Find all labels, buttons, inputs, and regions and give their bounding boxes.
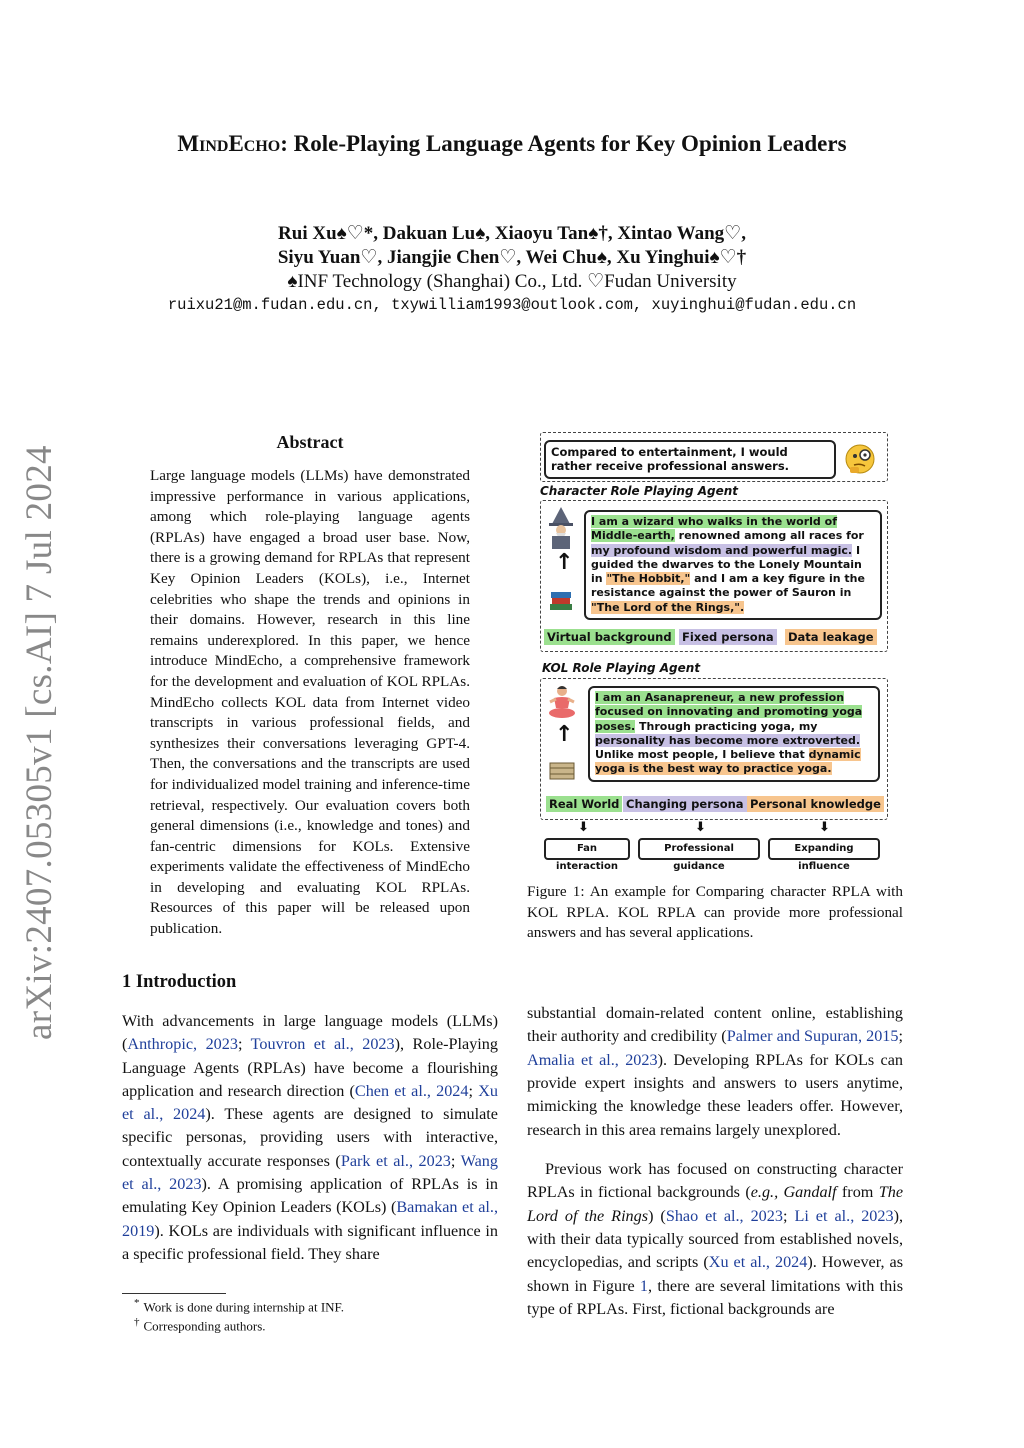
arxiv-side-stamp: arXiv:2407.05305v1 [cs.AI] 7 Jul 2024 (19, 445, 60, 1040)
footnote-2-text: Corresponding authors. (143, 1318, 266, 1334)
tag-data-leakage: Data leakage (785, 629, 877, 645)
highlight-virtual-background: I am a wizard who walks in the world of Middle-earth, (591, 515, 837, 543)
highlight-real-world: I am an Asanapreneur, a new profession focused on innovating and promoting yoga poses. (595, 691, 863, 733)
text-span: from (836, 1183, 879, 1202)
film-reel-icon (548, 760, 576, 782)
text-span: ). These agents are designed to simulate specific personas, providing users with interactive, contextually accurate responses ( (122, 1105, 498, 1170)
title-system-name: MindEcho (177, 131, 281, 156)
footnote-2: † Corresponding authors. (134, 1316, 266, 1334)
footnote-rule (122, 1293, 226, 1294)
user-query-bubble: Compared to entertainment, I would rather receive professional answers. (544, 440, 836, 479)
citation-link[interactable]: Li et al., 2023 (794, 1206, 894, 1225)
title-rest: : Role-Playing Language Agents for Key Opinion Leaders (280, 131, 847, 156)
highlight-personal-knowledge: dynamic yoga is the best way to practice yoga. (595, 748, 861, 776)
intro-paragraph (122, 1010, 498, 1266)
citation-link[interactable]: Xu et al., 2024 (122, 1081, 498, 1124)
figure-caption: Figure 1: An example for Comparing character RPLA with KOL RPLA. KOL RPLA can provide more professional answers and has several applications. (527, 883, 903, 942)
tag-personal-knowledge: Personal knowledge (747, 796, 884, 812)
citation-link[interactable]: Amalia et al., 2023 (527, 1050, 658, 1069)
highlight-data-leakage: "The Hobbit," (606, 572, 691, 586)
highlight-changing-persona: personality has become more extroverted. (595, 733, 861, 747)
text-span: ). Developing RPLAs for KOLs can provide expert insights and answers to users anytime, mimicking the knowledge these leaders offer. However, research in this area remains largely unexplored. (527, 1050, 903, 1139)
text-span: With advancements in large language models (LLMs) ( (122, 1012, 498, 1054)
text-span: , there are several limitations with this type of RPLAs. First, fictional backgrounds are (527, 1276, 903, 1318)
affiliations: ♠INF Technology (Shanghai) Co., Ltd. ♡Fudan University (287, 271, 737, 292)
tag-virtual-background: Virtual background (544, 629, 675, 645)
citation-link[interactable]: Xu et al., 2024 (708, 1253, 808, 1272)
citation-link[interactable]: Park et al., 2023 (340, 1151, 451, 1170)
kol-answer-bubble (588, 686, 880, 782)
text-span: ), with their data typically sourced from established novels, encyclopedias, and scripts ( (527, 1206, 904, 1272)
text-span: Previous work has focused on constructing character RPLAs in fictional backgrounds ( (527, 1160, 903, 1202)
down-arrow-icon: ⬇ (819, 820, 830, 835)
citation-link[interactable]: 1 (639, 1276, 649, 1295)
wizard-icon (544, 506, 578, 550)
tag-fixed-persona: Fixed persona (679, 629, 777, 645)
kol-agent-label: KOL Role Playing Agent (542, 661, 701, 675)
yoga-person-icon (546, 684, 578, 720)
citation-link[interactable]: Palmer and Supuran, 2015 (726, 1027, 899, 1046)
citation-link[interactable]: Chen et al., 2024 (354, 1081, 469, 1100)
highlight-fixed-persona: my profound wisdom and powerful magic. (591, 543, 853, 557)
text-span: ; (782, 1206, 795, 1225)
paper-title (0, 131, 1024, 157)
text-span: Through practicing yoga, my (635, 719, 818, 733)
down-arrow-icon: ⬇ (695, 820, 706, 835)
app-professional-guidance: Professional guidance (638, 838, 760, 860)
right-paragraph-2 (527, 1158, 903, 1321)
highlight-data-leakage: "The Lord of the Rings,". (591, 600, 745, 614)
figure-1 (538, 430, 890, 870)
abstract-text: Large language models (LLMs) have demonstrated impressive performance in various applications, among which role-playing language agents (RPLAs) have engaged a broad user base. Now, there is a growing demand for RPLAs that represent Key Opinion Leaders (KOLs), i.e., Internet celebrities who shape the trends and opinions in their domains. However, research in this line remains underexplored. In this paper, we hence introduce MindEcho, a comprehensive framework for the development and evaluation of KOL RPLAs. MindEcho collects KOL data from Internet video transcripts in various professional fields, and synthesizes their conversations leveraging GPT-4. Then, the conversations and the transcripts are used for individualized model training and inference-time retrieval, respectively. Our evaluation covers both general dimensions (i.e., knowledge and tones) and fan-centric dimensions for KOLs. Extensive experiments validate the effectiveness of MindEcho in developing and evaluating KOL RPLAs. Resources of this paper will be released upon publication. (150, 467, 470, 938)
text-span: ; (237, 1035, 251, 1054)
right-column-text (527, 986, 903, 1337)
text-span: ; (450, 1151, 461, 1170)
text-span: ) ( (648, 1206, 666, 1225)
down-arrow-icon: ⬇ (578, 820, 589, 835)
text-span: renowned among all races for (674, 529, 864, 543)
character-answer-bubble (584, 510, 882, 620)
text-span: I guided the dwarves to the Lonely Mountain in (591, 543, 862, 586)
citation-link[interactable]: Wang et al., 2023 (122, 1151, 498, 1194)
text-span: ; (468, 1081, 479, 1100)
abstract-heading: Abstract (276, 432, 344, 452)
text-span: ), Role-Playing Language Agents (RPLAs) have become a flourishing application and research direction ( (122, 1035, 498, 1100)
text-span: ). However, as shown in Figure (527, 1253, 903, 1295)
app-fan-interaction: Fan interaction (544, 838, 630, 860)
footnote-1-text: Work is done during internship at INF. (143, 1299, 344, 1315)
text-span: ; (898, 1027, 903, 1046)
citation-link[interactable]: Touvron et al., 2023 (250, 1035, 395, 1054)
up-arrow-icon: ↑ (555, 550, 574, 575)
text-span: Unlike most people, I believe that (595, 748, 809, 762)
right-paragraph-1 (527, 1002, 903, 1142)
citation-link[interactable]: Bamakan et al., 2019 (122, 1198, 498, 1240)
book-stack-icon (548, 590, 574, 612)
intro-heading: 1 Introduction (122, 972, 237, 992)
character-agent-label: Character Role Playing Agent (540, 484, 739, 498)
text-span: ). KOLs are individuals with significant influence in a specific professional field. They share (122, 1221, 498, 1263)
footnote-1: * Work is done during internship at INF. (134, 1297, 344, 1315)
author-emails: ruixu21@m.fudan.edu.cn, txywilliam1993@outlook.com, xuyinghui@fudan.edu.cn (167, 296, 857, 314)
citation-link[interactable]: Shao et al., 2023 (665, 1206, 783, 1225)
tag-changing-persona: Changing persona (623, 796, 747, 812)
app-expanding-influence: Expanding influence (768, 838, 880, 860)
text-span: ). A promising application of RPLAs is in emulating Key Opinion Leaders (KOLs) ( (122, 1175, 498, 1217)
text-span: and I am a key figure in the resistance against the power of Sauron in (591, 572, 865, 600)
text-span: The Lord of the Rings (527, 1183, 904, 1225)
thinking-face-icon (844, 442, 878, 476)
authors-line-1: Rui Xu♠♡*, Dakuan Lu♠, Xiaoyu Tan♠†, Xintao Wang♡, (278, 223, 746, 244)
up-arrow-icon: ↑ (555, 722, 574, 747)
tag-real-world: Real World (546, 796, 622, 812)
authors-line-2: Siyu Yuan♡, Jiangjie Chen♡, Wei Chu♠, Xu Yinghui♠♡† (277, 247, 747, 268)
citation-link[interactable]: Anthropic, 2023 (127, 1035, 238, 1054)
text-span: e.g., Gandalf (750, 1183, 837, 1202)
text-span: substantial domain-related content online, establishing their authority and credibility ( (527, 1004, 903, 1046)
